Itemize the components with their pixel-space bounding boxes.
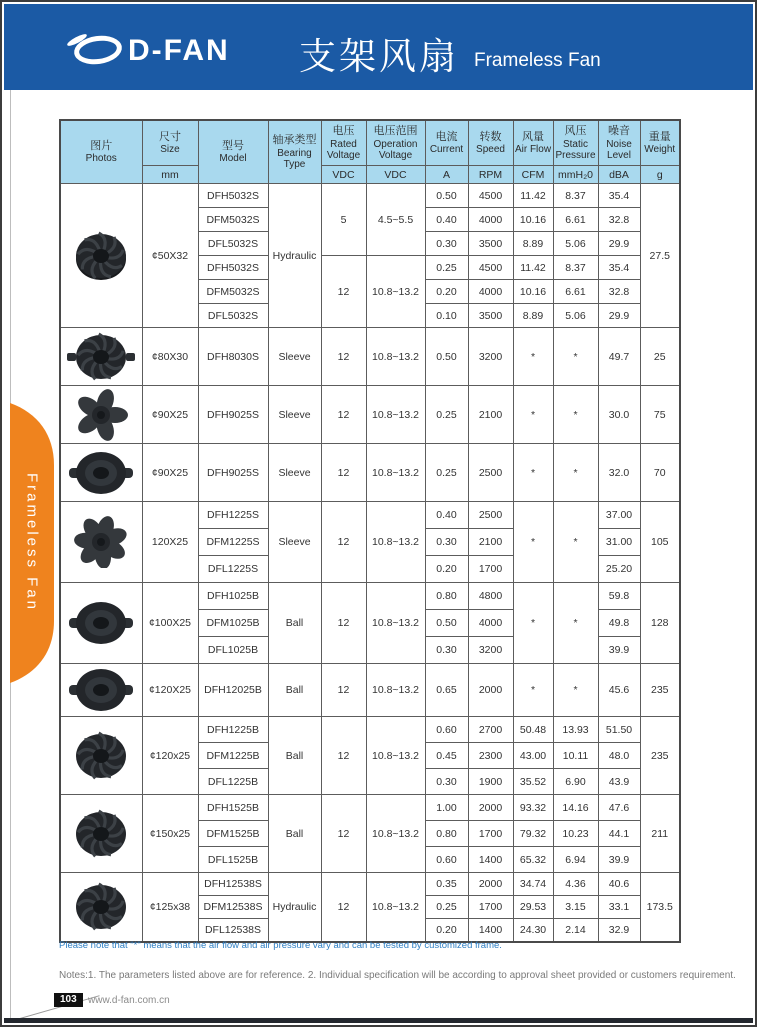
- cell-static-pressure: *: [553, 444, 598, 502]
- table-row: [60, 717, 680, 743]
- cell-speed: 4800: [468, 583, 513, 610]
- cell-weight: 235: [640, 717, 680, 795]
- cell-airflow: 34.74: [513, 873, 553, 896]
- cell-speed: 1700: [468, 556, 513, 583]
- fan-image: [67, 808, 135, 860]
- cell-speed: 1700: [468, 821, 513, 847]
- col-header-photos: [60, 120, 142, 184]
- cell-static-pressure: *: [553, 502, 598, 583]
- col-header-model-zh: 型号: [222, 139, 244, 152]
- cell-model: DFH1025B: [198, 583, 268, 610]
- cell-current: 0.45: [425, 743, 468, 769]
- cell-static-pressure: 2.14: [553, 919, 598, 942]
- cell-speed: 4500: [468, 184, 513, 208]
- cell-operation-voltage: 4.5~5.5: [366, 184, 425, 256]
- table-row: [60, 583, 680, 610]
- cell-size: ¢90X25: [142, 386, 198, 444]
- cell-current: 0.80: [425, 821, 468, 847]
- cell-speed: 4000: [468, 610, 513, 637]
- cell-airflow: 29.53: [513, 896, 553, 919]
- col-header-voltage-en: Rated Voltage: [326, 138, 361, 161]
- col-header-speed-zh: 转数: [479, 130, 502, 143]
- col-header-airflow: [513, 120, 553, 166]
- fan-image: [67, 730, 135, 782]
- cell-weight: 173.5: [640, 873, 680, 942]
- cell-noise-level: 29.9: [598, 232, 640, 256]
- cell-current: 0.35: [425, 873, 468, 896]
- cell-bearing-type: Sleeve: [268, 502, 321, 583]
- cell-model: DFH5032S: [198, 184, 268, 208]
- side-tab-label: Frameless Fan: [23, 473, 41, 613]
- cell-current: 0.20: [425, 556, 468, 583]
- cell-rated-voltage: 12: [321, 664, 366, 717]
- col-header-current-zh: 电流: [435, 130, 458, 143]
- cell-speed: 4000: [468, 208, 513, 232]
- cell-airflow: 8.89: [513, 304, 553, 328]
- cell-airflow: *: [513, 386, 553, 444]
- cell-rated-voltage: 12: [321, 386, 366, 444]
- cell-bearing-type: Ball: [268, 583, 321, 664]
- cell-bearing-type: Sleeve: [268, 444, 321, 502]
- cell-model: DFM5032S: [198, 280, 268, 304]
- fan-image: [67, 447, 135, 499]
- cell-static-pressure: 10.11: [553, 743, 598, 769]
- fan-image: [67, 389, 135, 441]
- cell-model: DFH5032S: [198, 256, 268, 280]
- cell-noise-level: 25.20: [598, 556, 640, 583]
- cell-static-pressure: *: [553, 664, 598, 717]
- cell-static-pressure: 5.06: [553, 232, 598, 256]
- col-header-noise-en: Noise Level: [606, 138, 632, 161]
- cell-model: DFL1225B: [198, 769, 268, 795]
- unit-pressure: mmH₂0: [553, 166, 598, 184]
- cell-airflow: *: [513, 502, 553, 583]
- cell-noise-level: 49.7: [598, 328, 640, 386]
- unit-weight: g: [640, 166, 680, 184]
- cell-speed: 4000: [468, 280, 513, 304]
- fan-photo: [60, 502, 142, 583]
- asterisk-note: Please note that "*" means that the air flow and air pressure vary and can be tested by customized frame.: [59, 940, 502, 951]
- cell-operation-voltage: 10.8~13.2: [366, 328, 425, 386]
- cell-bearing-type: Sleeve: [268, 328, 321, 386]
- cell-rated-voltage: 12: [321, 444, 366, 502]
- table-row: [60, 184, 680, 208]
- cell-rated-voltage: 5: [321, 184, 366, 256]
- cell-current: 0.20: [425, 919, 468, 942]
- cell-operation-voltage: 10.8~13.2: [366, 795, 425, 873]
- cell-bearing-type: Ball: [268, 717, 321, 795]
- cell-static-pressure: *: [553, 386, 598, 444]
- cell-bearing-type: Sleeve: [268, 386, 321, 444]
- col-header-voltage-range-zh: 电压范围: [373, 124, 418, 137]
- side-tab-frameless-fan: [10, 399, 54, 687]
- cell-noise-level: 59.8: [598, 583, 640, 610]
- cell-rated-voltage: 12: [321, 795, 366, 873]
- fan-photo: [60, 184, 142, 328]
- cell-current: 0.25: [425, 386, 468, 444]
- cell-model: DFL5032S: [198, 304, 268, 328]
- col-header-bearing: [268, 120, 321, 184]
- unit-size: mm: [142, 166, 198, 184]
- cell-noise-level: 32.8: [598, 280, 640, 304]
- col-header-photos-zh: 图片: [90, 139, 113, 152]
- col-header-photos-en: Photos: [85, 153, 117, 165]
- cell-noise-level: 29.9: [598, 304, 640, 328]
- cell-speed: 4500: [468, 256, 513, 280]
- fan-photo: [60, 873, 142, 942]
- cell-static-pressure: 13.93: [553, 717, 598, 743]
- cell-speed: 3500: [468, 304, 513, 328]
- cell-noise-level: 30.0: [598, 386, 640, 444]
- cell-airflow: 43.00: [513, 743, 553, 769]
- cell-speed: 2500: [468, 444, 513, 502]
- cell-weight: 27.5: [640, 184, 680, 328]
- cell-noise-level: 49.8: [598, 610, 640, 637]
- cell-airflow: 24.30: [513, 919, 553, 942]
- cell-noise-level: 44.1: [598, 821, 640, 847]
- unit-voltage-range: VDC: [366, 166, 425, 184]
- cell-speed: 1900: [468, 769, 513, 795]
- cell-model: DFH1525B: [198, 795, 268, 821]
- cell-operation-voltage: 10.8~13.2: [366, 444, 425, 502]
- col-header-noise-zh: 噪音: [608, 124, 630, 137]
- cell-static-pressure: 6.90: [553, 769, 598, 795]
- cell-static-pressure: 6.94: [553, 847, 598, 873]
- cell-model: DFM5032S: [198, 208, 268, 232]
- cell-airflow: *: [513, 328, 553, 386]
- cell-airflow: 11.42: [513, 256, 553, 280]
- cell-current: 0.25: [425, 444, 468, 502]
- website-url: www.d-fan.com.cn: [88, 995, 170, 1006]
- col-header-speed-en: Speed: [476, 144, 505, 156]
- fan-photo: [60, 583, 142, 664]
- cell-static-pressure: *: [553, 328, 598, 386]
- col-header-voltage-range-en: Operation Voltage: [373, 138, 418, 161]
- cell-current: 0.25: [425, 896, 468, 919]
- cell-noise-level: 33.1: [598, 896, 640, 919]
- cell-airflow: 8.89: [513, 232, 553, 256]
- fan-photo: [60, 386, 142, 444]
- cell-current: 0.60: [425, 847, 468, 873]
- fan-image: [67, 516, 135, 568]
- cell-noise-level: 43.9: [598, 769, 640, 795]
- cell-airflow: *: [513, 664, 553, 717]
- cell-noise-level: 39.9: [598, 637, 640, 664]
- cell-airflow: 10.16: [513, 280, 553, 304]
- cell-operation-voltage: 10.8~13.2: [366, 502, 425, 583]
- cell-rated-voltage: 12: [321, 717, 366, 795]
- col-header-airflow-zh: 风量: [522, 130, 544, 143]
- cell-noise-level: 40.6: [598, 873, 640, 896]
- cell-size: ¢125x38: [142, 873, 198, 942]
- cell-model: DFL1525B: [198, 847, 268, 873]
- cell-speed: 2700: [468, 717, 513, 743]
- cell-bearing-type: Hydraulic: [268, 184, 321, 328]
- reference-notes: Notes:1. The parameters listed above are for reference. 2. Individual specification will be according to approval sheet provided or customers requirement.: [59, 970, 736, 981]
- cell-speed: 2300: [468, 743, 513, 769]
- cell-weight: 235: [640, 664, 680, 717]
- cell-model: DFL12538S: [198, 919, 268, 942]
- col-header-pressure-en: Static Pressure: [555, 138, 596, 161]
- cell-speed: 1400: [468, 847, 513, 873]
- col-header-bearing-en: Bearing Type: [277, 147, 312, 170]
- unit-speed: RPM: [468, 166, 513, 184]
- spec-table: [59, 119, 681, 943]
- cell-model: DFH8030S: [198, 328, 268, 386]
- col-header-voltage: [321, 120, 366, 166]
- brand-name: D-FAN: [128, 34, 230, 67]
- col-header-voltage-zh: 电压: [332, 124, 355, 137]
- fan-photo: [60, 795, 142, 873]
- fan-photo: [60, 444, 142, 502]
- cell-rated-voltage: 12: [321, 873, 366, 942]
- cell-noise-level: 45.6: [598, 664, 640, 717]
- cell-model: DFM1525B: [198, 821, 268, 847]
- cell-airflow: 11.42: [513, 184, 553, 208]
- cell-static-pressure: 3.15: [553, 896, 598, 919]
- col-header-model-en: Model: [219, 153, 247, 165]
- cell-noise-level: 51.50: [598, 717, 640, 743]
- cell-current: 0.30: [425, 769, 468, 795]
- cell-weight: 105: [640, 502, 680, 583]
- cell-current: 0.50: [425, 610, 468, 637]
- cell-size: ¢90X25: [142, 444, 198, 502]
- cell-speed: 2100: [468, 529, 513, 556]
- cell-current: 0.50: [425, 328, 468, 386]
- table-row: [60, 502, 680, 529]
- cell-model: DFH9025S: [198, 444, 268, 502]
- cell-size: ¢50X32: [142, 184, 198, 328]
- col-header-model: [198, 120, 268, 184]
- unit-noise: dBA: [598, 166, 640, 184]
- unit-airflow: CFM: [513, 166, 553, 184]
- cell-speed: 2000: [468, 795, 513, 821]
- cell-operation-voltage: 10.8~13.2: [366, 256, 425, 328]
- col-header-current-en: Current: [429, 144, 464, 156]
- fan-image: [67, 597, 135, 649]
- cell-static-pressure: 6.61: [553, 280, 598, 304]
- cell-model: DFH12025B: [198, 664, 268, 717]
- cell-speed: 1400: [468, 919, 513, 942]
- cell-bearing-type: Ball: [268, 795, 321, 873]
- cell-static-pressure: *: [553, 583, 598, 664]
- col-header-weight-en: Weight: [644, 144, 676, 156]
- cell-current: 0.10: [425, 304, 468, 328]
- cell-bearing-type: Ball: [268, 664, 321, 717]
- cell-noise-level: 32.8: [598, 208, 640, 232]
- cell-operation-voltage: 10.8~13.2: [366, 873, 425, 942]
- cell-operation-voltage: 10.8~13.2: [366, 664, 425, 717]
- cell-airflow: *: [513, 444, 553, 502]
- cell-rated-voltage: 12: [321, 502, 366, 583]
- col-header-current: [425, 120, 468, 166]
- fan-photo: [60, 328, 142, 386]
- cell-noise-level: 32.9: [598, 919, 640, 942]
- col-header-voltage-range: [366, 120, 425, 166]
- cell-static-pressure: 5.06: [553, 304, 598, 328]
- col-header-weight: [640, 120, 680, 166]
- cell-airflow: 93.32: [513, 795, 553, 821]
- cell-noise-level: 31.00: [598, 529, 640, 556]
- cell-current: 0.40: [425, 502, 468, 529]
- cell-noise-level: 39.9: [598, 847, 640, 873]
- fan-image: [67, 230, 135, 282]
- cell-noise-level: 37.00: [598, 502, 640, 529]
- cell-speed: 3200: [468, 328, 513, 386]
- cell-current: 0.30: [425, 529, 468, 556]
- cell-model: DFL5032S: [198, 232, 268, 256]
- cell-current: 0.50: [425, 184, 468, 208]
- col-header-noise: [598, 120, 640, 166]
- table-row: [60, 873, 680, 896]
- cell-rated-voltage: 12: [321, 256, 366, 328]
- cell-model: DFH1225S: [198, 502, 268, 529]
- fan-image: [67, 664, 135, 716]
- fan-photo: [60, 664, 142, 717]
- cell-bearing-type: Hydraulic: [268, 873, 321, 942]
- col-header-weight-zh: 重量: [648, 130, 671, 143]
- cell-airflow: 50.48: [513, 717, 553, 743]
- table-row: [60, 328, 680, 386]
- cell-size: ¢120x25: [142, 717, 198, 795]
- cell-noise-level: 47.6: [598, 795, 640, 821]
- cell-current: 0.30: [425, 637, 468, 664]
- cell-current: 0.40: [425, 208, 468, 232]
- cell-model: DFM12538S: [198, 896, 268, 919]
- cell-speed: 3200: [468, 637, 513, 664]
- cell-static-pressure: 14.16: [553, 795, 598, 821]
- cell-airflow: 65.32: [513, 847, 553, 873]
- unit-voltage: VDC: [321, 166, 366, 184]
- col-header-size: [142, 120, 198, 166]
- cell-speed: 3500: [468, 232, 513, 256]
- cell-model: DFH12538S: [198, 873, 268, 896]
- cell-noise-level: 35.4: [598, 184, 640, 208]
- cell-speed: 2000: [468, 873, 513, 896]
- cell-weight: 75: [640, 386, 680, 444]
- cell-weight: 128: [640, 583, 680, 664]
- cell-noise-level: 48.0: [598, 743, 640, 769]
- table-row: [60, 444, 680, 502]
- cell-operation-voltage: 10.8~13.2: [366, 583, 425, 664]
- cell-static-pressure: 8.37: [553, 184, 598, 208]
- cell-size: ¢150x25: [142, 795, 198, 873]
- cell-current: 0.60: [425, 717, 468, 743]
- cell-speed: 2500: [468, 502, 513, 529]
- page-title-chinese: 支架风扇: [299, 36, 459, 77]
- cell-model: DFM1225B: [198, 743, 268, 769]
- fan-image: [67, 881, 135, 933]
- cell-operation-voltage: 10.8~13.2: [366, 717, 425, 795]
- cell-noise-level: 32.0: [598, 444, 640, 502]
- cell-current: 0.65: [425, 664, 468, 717]
- cell-weight: 70: [640, 444, 680, 502]
- cell-airflow: 10.16: [513, 208, 553, 232]
- unit-current: A: [425, 166, 468, 184]
- cell-static-pressure: 10.23: [553, 821, 598, 847]
- cell-current: 1.00: [425, 795, 468, 821]
- cell-speed: 1700: [468, 896, 513, 919]
- page-title-english: Frameless Fan: [474, 50, 601, 71]
- spec-table-head: [60, 120, 680, 184]
- cell-current: 0.20: [425, 280, 468, 304]
- cell-current: 0.25: [425, 256, 468, 280]
- cell-current: 0.30: [425, 232, 468, 256]
- col-header-airflow-en: Air Flow: [514, 144, 552, 156]
- col-header-bearing-zh: 轴承类型: [272, 133, 317, 146]
- cell-model: DFL1225S: [198, 556, 268, 583]
- cell-size: 120X25: [142, 502, 198, 583]
- cell-size: ¢100X25: [142, 583, 198, 664]
- top-header-bar: [4, 4, 753, 90]
- spec-table-body: [60, 184, 680, 942]
- page-number: 103: [54, 993, 83, 1007]
- cell-size: ¢120X25: [142, 664, 198, 717]
- cell-size: ¢80X30: [142, 328, 198, 386]
- col-header-size-zh: 尺寸: [159, 130, 181, 143]
- cell-model: DFH1225B: [198, 717, 268, 743]
- cell-airflow: 35.52: [513, 769, 553, 795]
- cell-weight: 25: [640, 328, 680, 386]
- cell-operation-voltage: 10.8~13.2: [366, 386, 425, 444]
- fan-photo: [60, 717, 142, 795]
- cell-weight: 211: [640, 795, 680, 873]
- table-row: [60, 386, 680, 444]
- cell-static-pressure: 8.37: [553, 256, 598, 280]
- cell-model: DFM1225S: [198, 529, 268, 556]
- cell-static-pressure: 4.36: [553, 873, 598, 896]
- col-header-pressure-zh: 风压: [564, 124, 587, 137]
- cell-speed: 2000: [468, 664, 513, 717]
- cell-model: DFH9025S: [198, 386, 268, 444]
- cell-model: DFL1025B: [198, 637, 268, 664]
- cell-rated-voltage: 12: [321, 583, 366, 664]
- cell-noise-level: 35.4: [598, 256, 640, 280]
- cell-current: 0.80: [425, 583, 468, 610]
- table-row: [60, 664, 680, 717]
- cell-airflow: *: [513, 583, 553, 664]
- cell-static-pressure: 6.61: [553, 208, 598, 232]
- col-header-size-en: Size: [160, 144, 180, 156]
- dfan-logo-icon: [74, 36, 122, 64]
- cell-airflow: 79.32: [513, 821, 553, 847]
- cell-model: DFM1025B: [198, 610, 268, 637]
- cell-rated-voltage: 12: [321, 328, 366, 386]
- col-header-pressure: [553, 120, 598, 166]
- table-row: [60, 795, 680, 821]
- fan-image: [67, 331, 135, 383]
- col-header-speed: [468, 120, 513, 166]
- cell-speed: 2100: [468, 386, 513, 444]
- bottom-edge-bar: [4, 1018, 753, 1023]
